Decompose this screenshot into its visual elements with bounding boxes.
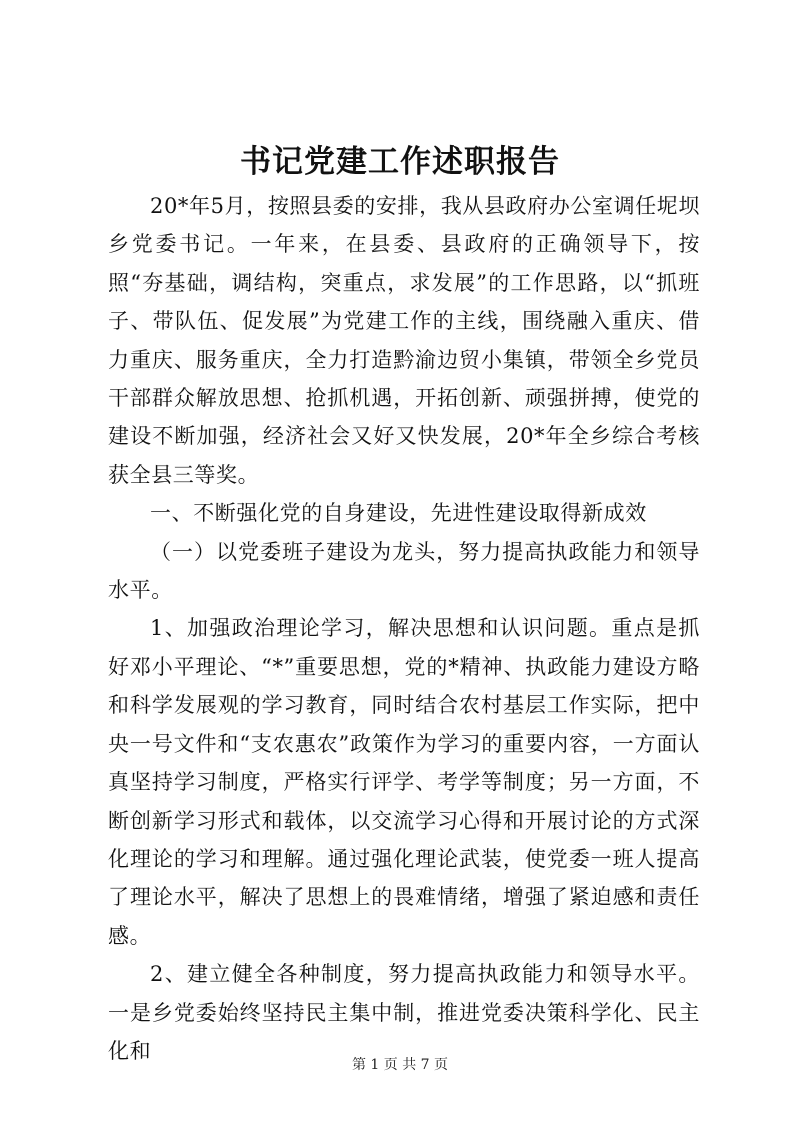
subsection-heading-1: （一）以党委班子建设为龙头，努力提高执政能力和领导水平。 (108, 539, 700, 603)
paragraph-intro: 20*年5月，按照县委的安排，我从县政府办公室调任坭坝乡党委书记。一年来，在县委、县政府的正确领导下，按照“夯基础，调结构，突重点，求发展”的工作思路，以“抓班子、带队伍、促发展”为党建工作的主线，围绕融入重庆、借力重庆、服务重庆，全力打造黔渝边贸小集镇，带领全乡党员干部群众解放思想、抢抓机遇，开拓创新、顽强拼搏，使党的建设不断加强，经济社会又好又快发展，20*年全乡综合考核获全县三等奖。 (108, 194, 700, 487)
document-body (108, 187, 700, 1070)
section-heading-1: 一、不断强化党的自身建设，先进性建设取得新成效 (150, 501, 647, 526)
document-title: 书记党建工作述职报告 (240, 144, 560, 180)
page-footer: 第 1 页 共 7 页 (351, 1057, 449, 1073)
paragraph-item-1: 1、加强政治理论学习，解决思想和认识问题。重点是抓好邓小平理论、“*”重要思想，党的*精神、执政能力建设方略和科学发展观的学习教育，同时结合农村基层工作实际，把中央一号文件和“支农惠农”政策作为学习的重要内容，一方面认真坚持学习制度，严格实行评学、考学等制度；另一方面，不断创新学习形式和载体，以交流学习心得和开展讨论的方式深化理论的学习和理解。通过强化理论武装，使党委一班人提高了理论水平，解决了思想上的畏难情绪，增强了紧迫感和责任感。 (108, 616, 700, 948)
paragraph-item-2: 2、建立健全各种制度，努力提高执政能力和领导水平。一是乡党委始终坚持民主集中制，推进党委决策科学化、民主化和 (108, 962, 700, 1063)
